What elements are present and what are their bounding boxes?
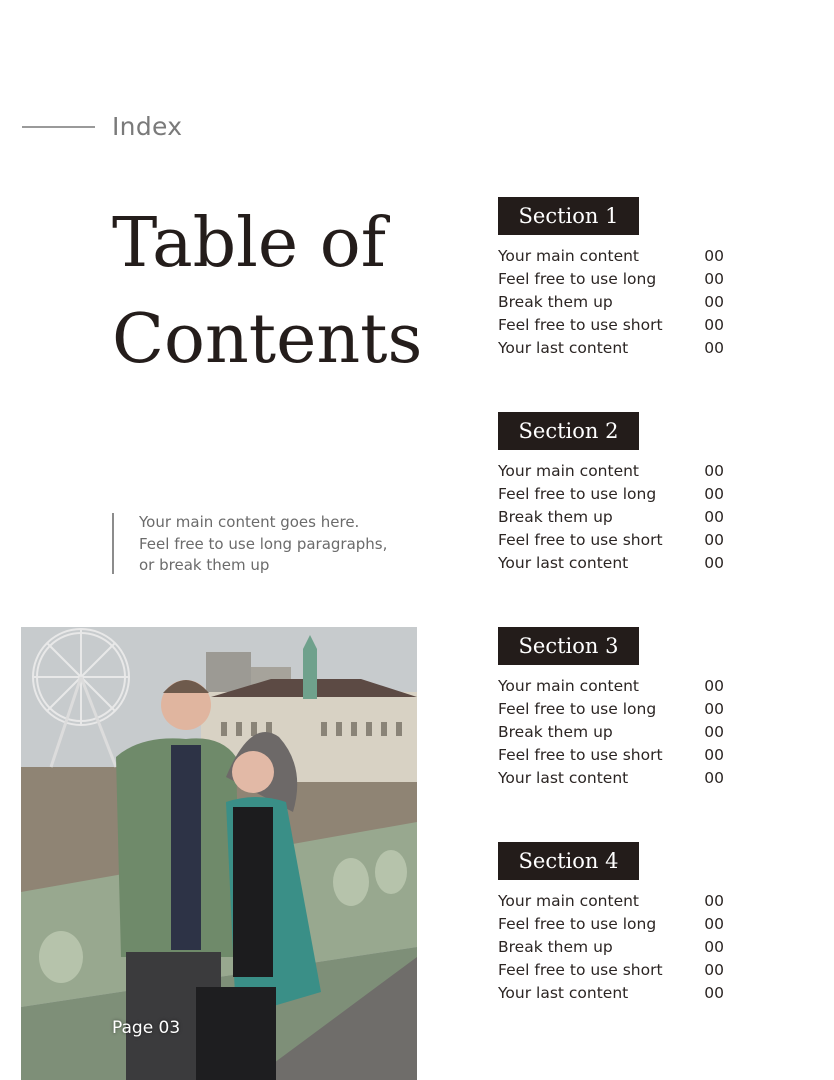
toc-section-4 — [498, 842, 738, 1005]
toc-row-label: Feel free to use long — [498, 915, 657, 934]
toc-row[interactable] — [498, 767, 738, 790]
toc-row-page: 00 — [704, 316, 724, 335]
title-line-2: Contents — [112, 300, 423, 379]
page-title — [112, 196, 442, 388]
toc-row-page: 00 — [704, 769, 724, 788]
toc-row-label: Your main content — [498, 247, 640, 265]
toc-row-label: Your main content — [498, 677, 640, 695]
toc-row-label: Your last content — [498, 984, 629, 1003]
toc-row-page: 00 — [704, 677, 724, 695]
toc-row[interactable] — [498, 268, 738, 291]
toc-row-page: 00 — [704, 293, 724, 312]
section-header: Section 2 — [498, 412, 639, 450]
toc-row-label: Break them up — [498, 938, 613, 957]
toc-row[interactable] — [498, 675, 738, 698]
toc-row-label: Break them up — [498, 508, 613, 527]
index-label: Index — [112, 112, 183, 141]
toc-row[interactable] — [498, 483, 738, 506]
title-line-1: Table of — [112, 204, 386, 283]
toc-row-page: 00 — [704, 938, 724, 957]
toc-row[interactable] — [498, 529, 738, 552]
page-number: Page 03 — [112, 1018, 181, 1038]
toc-row[interactable] — [498, 913, 738, 936]
toc-row-label: Break them up — [498, 723, 613, 742]
toc-row-label: Your main content — [498, 892, 640, 910]
toc-section-1 — [498, 197, 738, 360]
intro-line-3: or break them up — [139, 556, 270, 574]
toc-row[interactable] — [498, 959, 738, 982]
toc-row-page: 00 — [704, 531, 724, 550]
toc-row[interactable] — [498, 460, 738, 483]
toc-row-label: Feel free to use long — [498, 485, 657, 504]
intro-accent-bar — [112, 513, 114, 574]
toc-row-page: 00 — [704, 247, 724, 265]
toc-row-page: 00 — [704, 746, 724, 765]
toc-row-page: 00 — [704, 915, 724, 934]
toc-row-page: 00 — [704, 508, 724, 527]
toc-row-label: Your last content — [498, 554, 629, 573]
intro-line-2: Feel free to use long paragraphs, — [139, 534, 388, 553]
section-header: Section 4 — [498, 842, 639, 880]
toc-row[interactable] — [498, 744, 738, 767]
toc-row-page: 00 — [704, 892, 724, 910]
toc-row[interactable] — [498, 982, 738, 1005]
toc-row[interactable] — [498, 552, 738, 575]
section-header: Section 3 — [498, 627, 639, 665]
toc-row[interactable] — [498, 506, 738, 529]
toc-row-page: 00 — [704, 723, 724, 742]
toc-row-label: Feel free to use long — [498, 700, 657, 719]
toc-row-page: 00 — [704, 339, 724, 358]
toc-row-label: Feel free to use short — [498, 961, 663, 980]
toc-section-3 — [498, 627, 738, 790]
toc-row[interactable] — [498, 314, 738, 337]
index-divider-line — [22, 126, 95, 128]
intro-line-1: Your main content goes here. — [139, 513, 360, 531]
toc-row[interactable] — [498, 721, 738, 744]
toc-section-2 — [498, 412, 738, 575]
toc-row-page: 00 — [704, 462, 724, 480]
toc-row-label: Feel free to use long — [498, 270, 657, 289]
toc-row-page: 00 — [704, 700, 724, 719]
toc-row-page: 00 — [704, 961, 724, 980]
toc-row[interactable] — [498, 936, 738, 959]
toc-row-page: 00 — [704, 485, 724, 504]
toc-row-label: Your main content — [498, 462, 640, 480]
toc-row[interactable] — [498, 291, 738, 314]
toc-row[interactable] — [498, 337, 738, 360]
toc-row[interactable] — [498, 698, 738, 721]
couple-photo — [21, 627, 417, 1080]
section-header: Section 1 — [498, 197, 639, 235]
toc-row-label: Your last content — [498, 769, 629, 788]
toc-row-label: Feel free to use short — [498, 531, 663, 550]
toc-row-page: 00 — [704, 984, 724, 1003]
toc-row-label: Feel free to use short — [498, 316, 663, 335]
toc-row-label: Feel free to use short — [498, 746, 663, 765]
intro-text — [139, 512, 399, 577]
toc-row-page: 00 — [704, 270, 724, 289]
toc-row[interactable] — [498, 245, 738, 268]
toc-row-label: Your last content — [498, 339, 629, 358]
toc-row-label: Break them up — [498, 293, 613, 312]
toc-row[interactable] — [498, 890, 738, 913]
toc-row-page: 00 — [704, 554, 724, 573]
